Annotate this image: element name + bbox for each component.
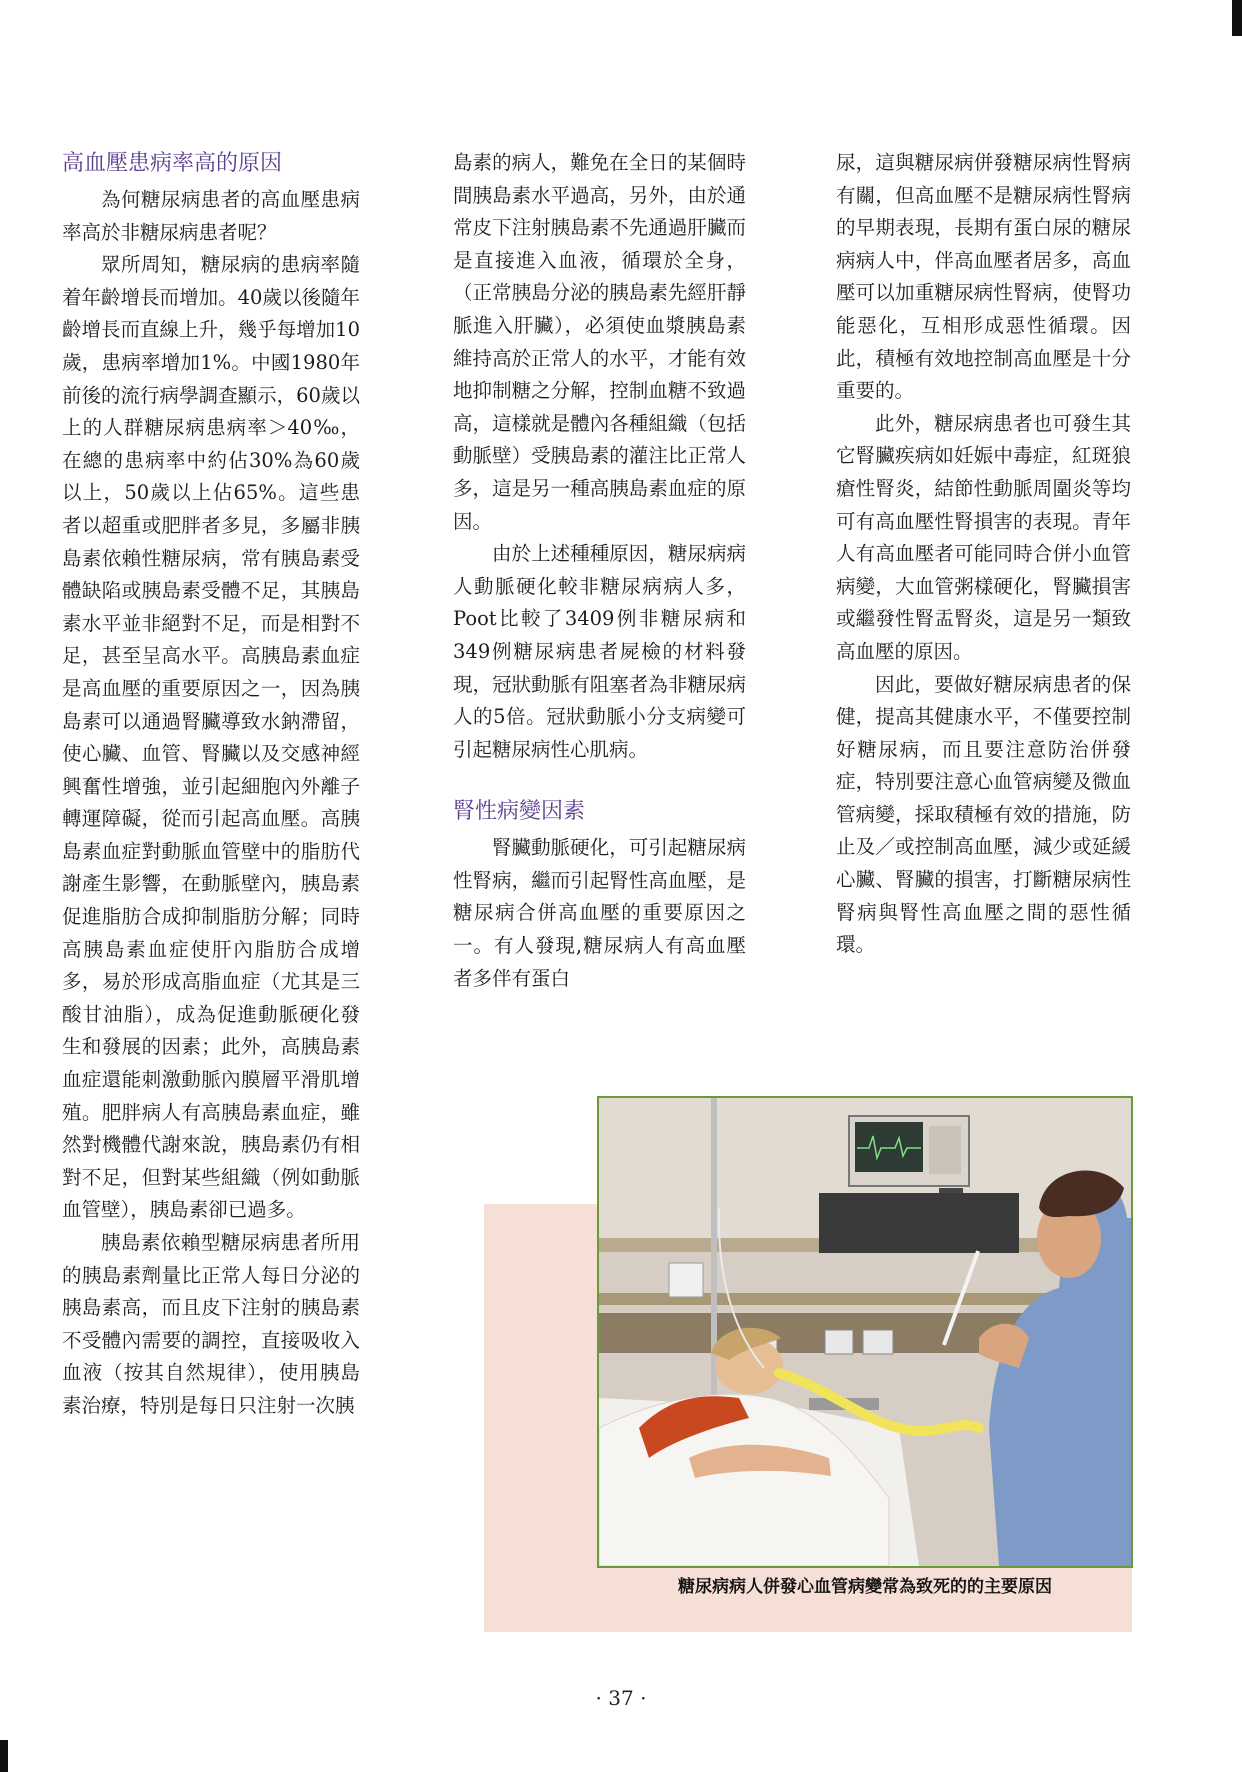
- scan-edge-mark: [0, 1740, 8, 1772]
- paragraph: 尿，這與糖尿病併發糖尿病性腎病有關，但高血壓不是糖尿病性腎病的早期表現，長期有蛋白尿的糖尿病病人中，伴高血壓者居多，高血壓可以加重糖尿病性腎病，使腎功能惡化，互相形成惡性循環。因此，積極有效地控制高血壓是十分重要的。: [836, 151, 1131, 403]
- text-column-3: [836, 147, 1131, 962]
- paragraph: 眾所周知，糖尿病的患病率隨着年齡增長而增加。40歲以後隨年齡增長而直線上升，幾乎每增加10歲，患病率增加1%。中國1980年前後的流行病學調查顯示，60歲以上的人群糖尿病患病率＞40‰，在總的患病率中約佔30%為60歲以上，50歲以上佔65%。這些患者以超重或肥胖者多見，多屬非胰島素依賴性糖尿病，常有胰島素受體缺陷或胰島素受體不足，其胰島素水平並非絕對不足，而是相對不足，甚至呈高水平。高胰島素血症是高血壓的重要原因之一，因為胰島素可以通過腎臟導致水鈉滯留，使心臟、血管、腎臟以及交感神經興奮性增強，並引起細胞內外離子轉運障礙，從而引起高血壓。高胰島素血症對動脈血管壁中的脂肪代謝產生影響，在動脈壁內，胰島素促進脂肪合成抑制脂肪分解；同時高胰島素血症使肝內脂肪合成增多，易於形成高脂血症（尤其是三酸甘油脂），成為促進動脈硬化發生和發展的因素；此外，高胰島素血症還能刺激動脈內膜層平滑肌增殖。肥胖病人有高胰島素血症，雖然對機體代謝來說，胰島素仍有相對不足，但對某些組織（例如動脈血管壁），胰島素卻已過多。: [62, 253, 360, 1222]
- paragraph: 島素的病人，難免在全日的某個時間胰島素水平過高，另外，由於通常皮下注射胰島素不先通過肝臟而是直接進入血液，循環於全身，（正常胰島分泌的胰島素先經肝靜脈進入肝臟），必須使血漿胰島素維持高於正常人的水平，才能有效地抑制糖之分解，控制血糖不致過高，這樣就是體內各種組織（包括動脈壁）受胰島素的灌注比正常人多，這是另一種高胰島素血症的原因。: [453, 151, 746, 533]
- text-column-1: [62, 148, 360, 1423]
- paragraph: 腎臟動脈硬化，可引起糖尿病性腎病，繼而引起腎性高血壓，是糖尿病合併高血壓的重要原因之一。有人發現,糖尿病人有高血壓者多伴有蛋白: [453, 836, 746, 990]
- text-column-2: [453, 147, 746, 995]
- paragraph: 因此，要做好糖尿病患者的保健，提高其健康水平，不僅要控制好糖尿病，而且要注意防治併發症，特別要注意心血管病變及微血管病變，採取積極有效的措施，防止及／或控制高血壓，減少或延緩心臟、腎臟的損害，打斷糖尿病性腎病與腎性高血壓之間的惡性循環。: [836, 672, 1131, 957]
- section-heading: 高血壓患病率高的原因: [62, 151, 283, 176]
- paragraph: 胰島素依賴型糖尿病患者所用的胰島素劑量比正常人每日分泌的胰島素高，而且皮下注射的胰島素不受體內需要的調控，直接吸收入血液（按其自然規律），使用胰島素治療，特別是每日只注射一次胰: [62, 1231, 360, 1417]
- paragraph: 由於上述種種原因，糖尿病病人動脈硬化較非糖尿病病人多，Poot比較了3409例非糖尿病和349例糖尿病患者屍檢的材料發現，冠狀動脈有阻塞者為非糖尿病人的5倍。冠狀動脈小分支病變可引起糖尿病性心肌病。: [453, 542, 746, 761]
- section-heading: 腎性病變因素: [453, 799, 586, 825]
- page-number: · 37 ·: [595, 1686, 647, 1710]
- paragraph: 此外，糖尿病患者也可發生其它腎臟疾病如妊娠中毒症，紅斑狼瘡性腎炎，結節性動脈周圍炎等均可有高血壓性腎損害的表現。青年人有高血壓者可能同時合併小血管病變，大血管粥樣硬化，腎臟損害或繼發性腎盂腎炎，這是另一類致高血壓的原因。: [836, 411, 1131, 663]
- scan-edge-mark: [1232, 0, 1242, 36]
- paragraph: 為何糖尿病患者的高血壓患病率高於非糖尿病患者呢？: [62, 188, 360, 244]
- hospital-patient-nurse-photo: [597, 1096, 1133, 1568]
- figure-caption: 糖尿病病人併發心血管病變常為致死的的主要原因: [678, 1577, 1052, 1597]
